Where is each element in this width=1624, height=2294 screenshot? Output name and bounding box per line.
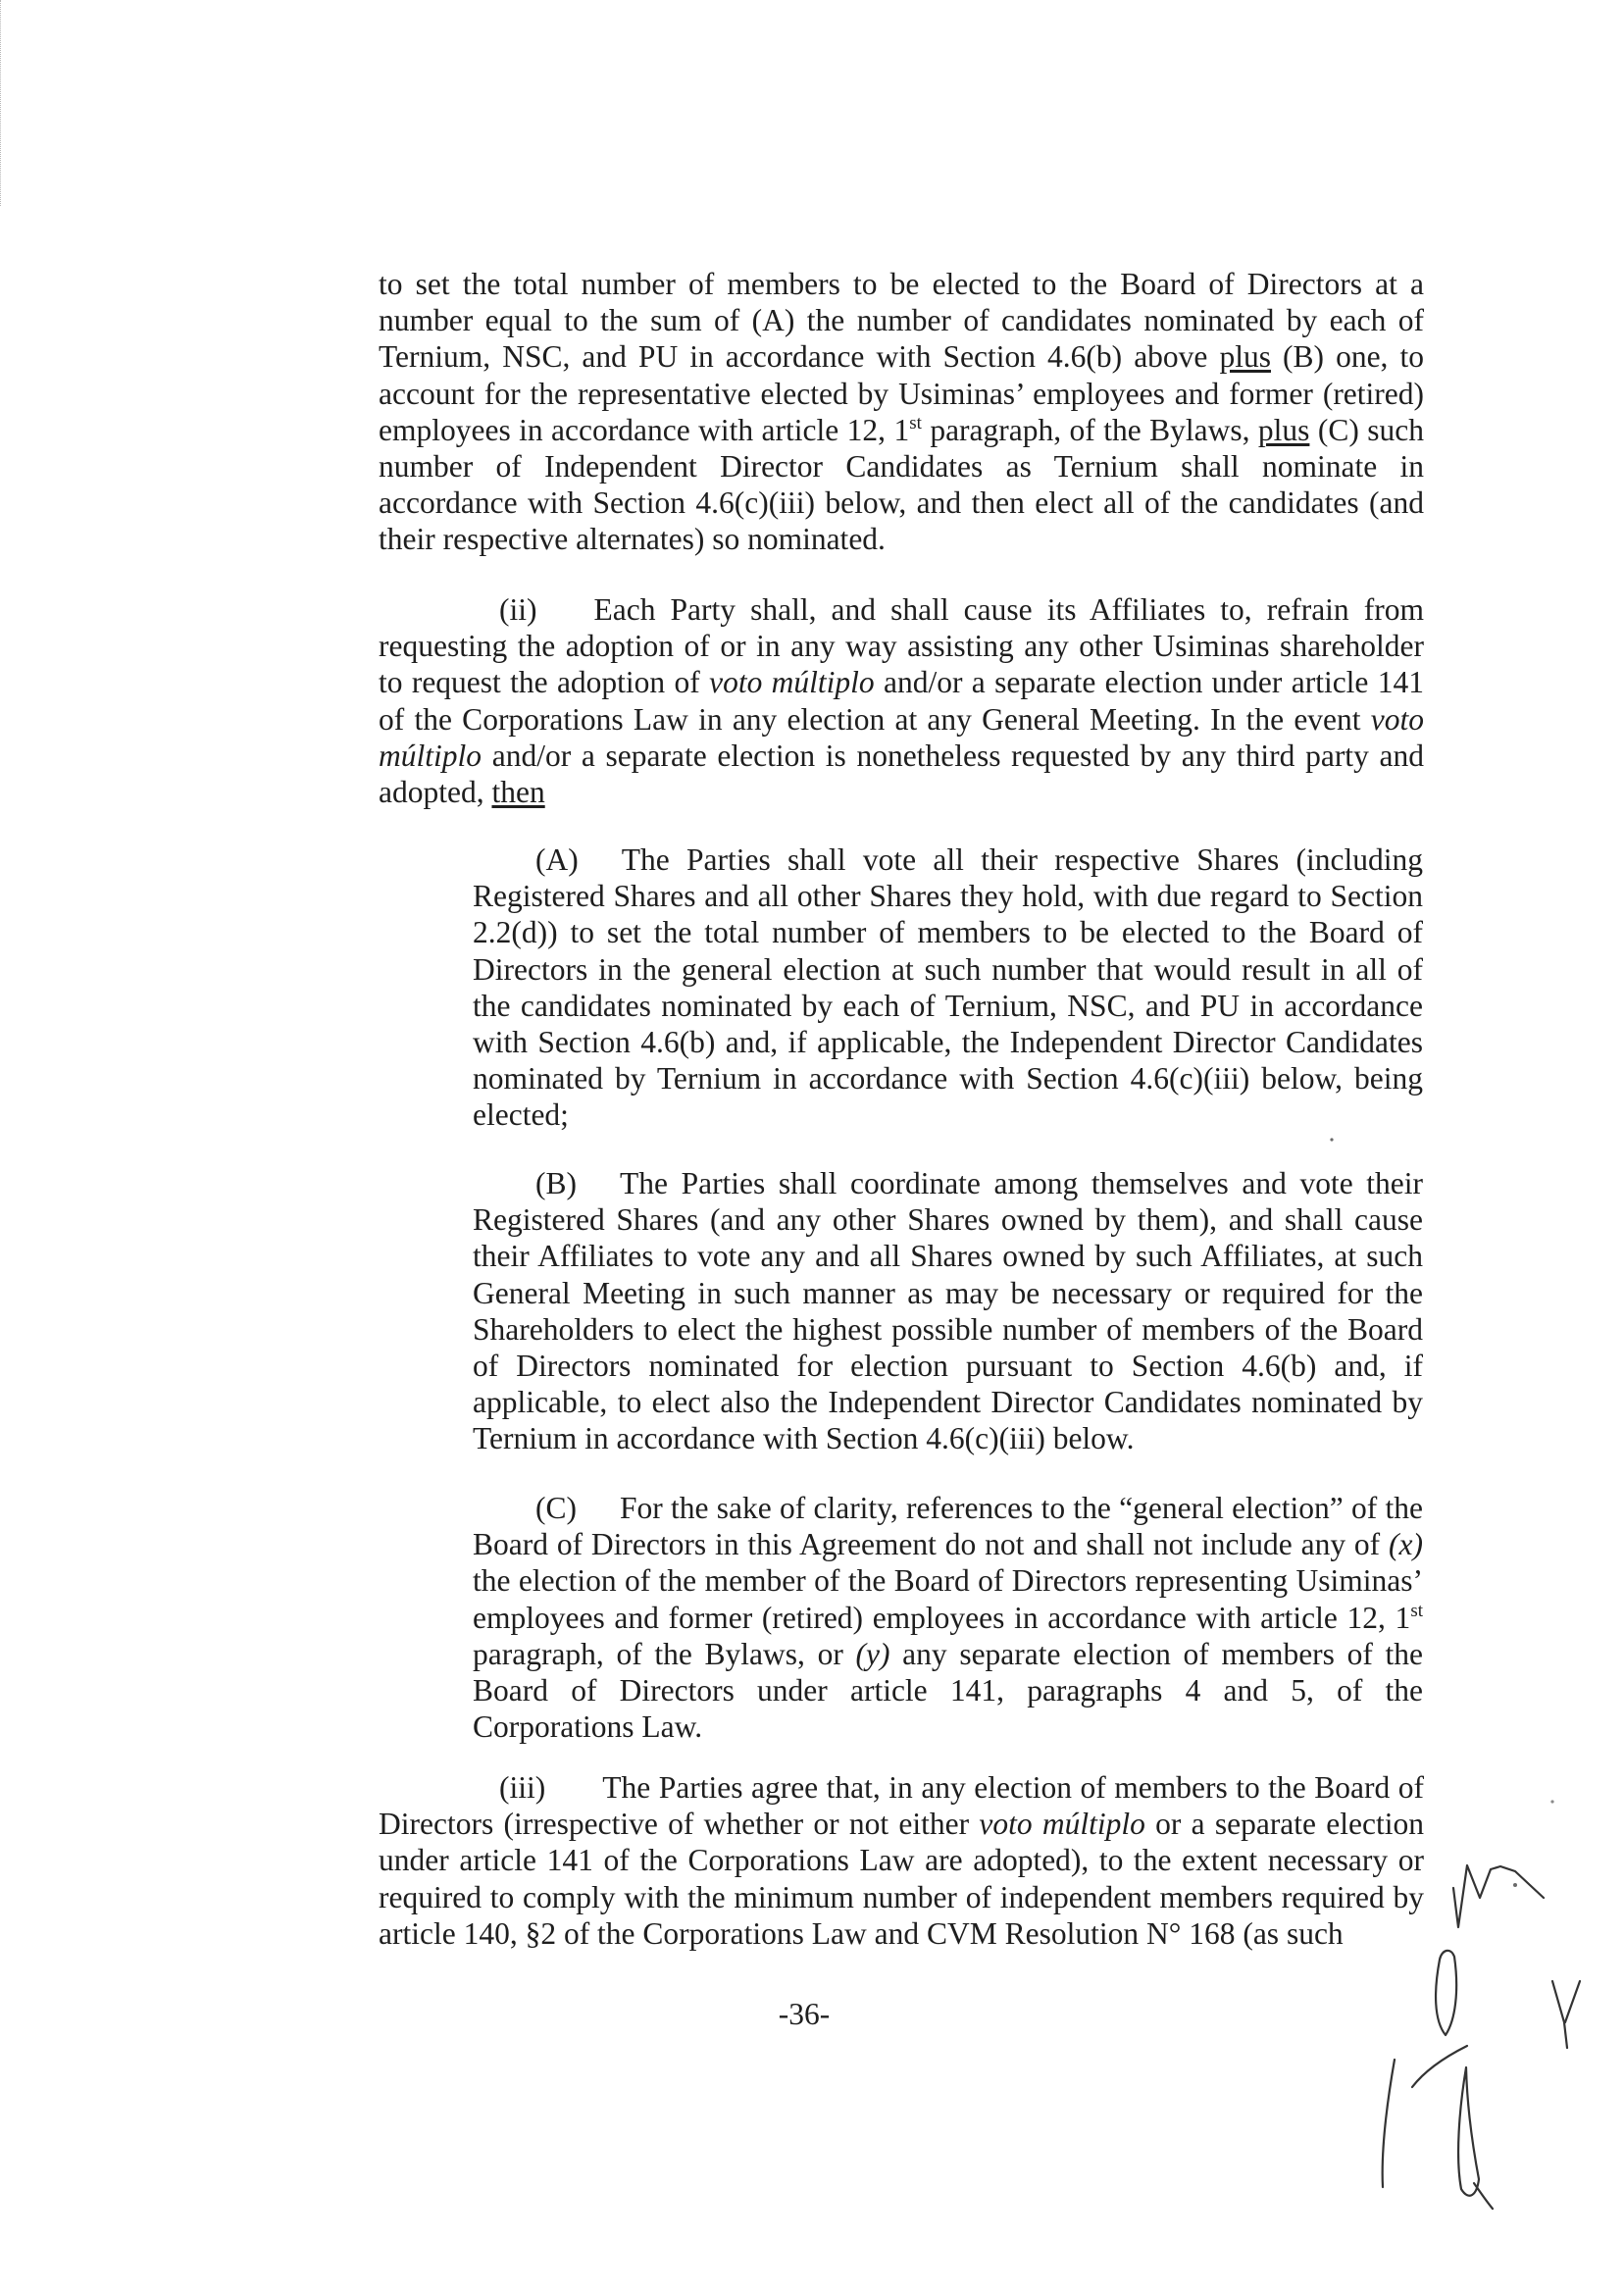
text-run: (B) one, to account for the representative elected by Usiminas’ employees and former (retired) employees in accordance with article 12, 1 [379, 339, 1424, 447]
text-run: and/or a separate election is nonetheless requested by any third party and adopted, [379, 738, 1424, 810]
text-run: or a separate election under article 141 of the Corporations Law are adopted), to the extent necessary or required to comply with the minimum number of independent members required by article 140, §2 of the Corporations Law and CVM Resolution N° 168 (as such [379, 1807, 1424, 1951]
text-run: Each Party shall, and shall cause its Affiliates to, refrain from requesting the adoption of or in any way assisting any other Usiminas shareholder to request the adoption of [379, 592, 1424, 700]
text-run: The Parties shall vote all their respective Shares (including Registered Shares and all other Shares they hold, with due regard to Section 2.2(d)) to set the total number of members to be elected to the Board of Directors in the general election at such number that would result in all of the candidates nominated by each of Ternium, NSC, and PU in accordance with Section 4.6(b) and, if applicable, the Independent Director Candidates nominated by Ternium in accordance with Section 4.6(c)(iii) below, being elected; [473, 842, 1423, 1133]
clause-label-b: (B) [535, 1166, 577, 1200]
italic-term: voto múltiplo [379, 701, 1424, 773]
text-run: (C) such number of Independent Director Candidates as Ternium shall nominate in accordance with Section 4.6(c)(iii) below, and then elect all of the candidates (and their respective alternates) so nominated. [379, 412, 1424, 557]
text-run: any separate election of members of the Board of Directors under article 141, paragraphs 4 and 5, of the Corporations Law. [473, 1636, 1423, 1745]
clause-label-a: (A) [535, 842, 579, 877]
text-run: paragraph, of the Bylaws, or [473, 1636, 856, 1671]
initial-mark-2-stroke [1412, 2046, 1467, 2087]
italic-term: (y) [855, 1636, 890, 1671]
italic-term: voto múltiplo [979, 1807, 1145, 1842]
text-run: the election of the member of the Board of Directors representing Usiminas’ employees and former (retired) employees in accordance with article 12, 1 [473, 1563, 1423, 1635]
initial-mark-1 [1453, 1865, 1544, 1927]
initial-mark-4 [1458, 2067, 1479, 2196]
clause-label-iii: (iii) [499, 1770, 546, 1805]
superscript: st [909, 412, 922, 433]
speck [1513, 1883, 1517, 1887]
initial-mark-4-tail [1474, 2183, 1493, 2209]
speck [1550, 1800, 1553, 1803]
initial-mark-2-stem [1383, 2060, 1395, 2187]
underlined-then: then [491, 775, 545, 810]
underlined-plus: plus [1257, 412, 1310, 447]
underlined-plus: plus [1219, 339, 1271, 375]
text-run: to set the total number of members to be elected to the Board of Directors at a number equal to the sum of (A) the number of candidates nominated by each of Ternium, NSC, and PU in accordance with Section 4.6(b) above [379, 267, 1424, 375]
text-run: paragraph, of the Bylaws, [921, 412, 1258, 447]
text-run: For the sake of clarity, references to the “general election” of the Board of Directors in this Agreement do not and shall not include any of [473, 1491, 1423, 1562]
page-number: -36- [778, 1997, 831, 2031]
text-run: The Parties agree that, in any election of members to the Board of Directors (irrespective of whether or not either [379, 1770, 1424, 1842]
initial-mark-3 [1552, 1981, 1580, 2048]
superscript: st [1410, 1600, 1423, 1621]
italic-term: voto múltiplo [709, 665, 875, 700]
clause-label-c: (C) [535, 1491, 577, 1525]
italic-term: (x) [1389, 1527, 1423, 1562]
clause-label-ii: (ii) [499, 592, 537, 627]
initial-mark-2 [1436, 1951, 1456, 2035]
text-run: The Parties shall coordinate among themselves and vote their Registered Shares (and any other Shares owned by them), and shall cause their Affiliates to vote any and all Shares owned by such Affiliates, at such General Meeting in such manner as may be necessary or required for the Shareholders to elect the highest possible number of members of the Board of Directors nominated for election pursuant to Section 4.6(b) and, if applicable, to elect also the Independent Director Candidates nominated by Ternium in accordance with Section 4.6(c)(iii) below. [473, 1166, 1423, 1456]
text-run: and/or a separate election under article 141 of the Corporations Law in any election at any General Meeting. In the event [379, 665, 1424, 737]
speck [1330, 1138, 1333, 1141]
